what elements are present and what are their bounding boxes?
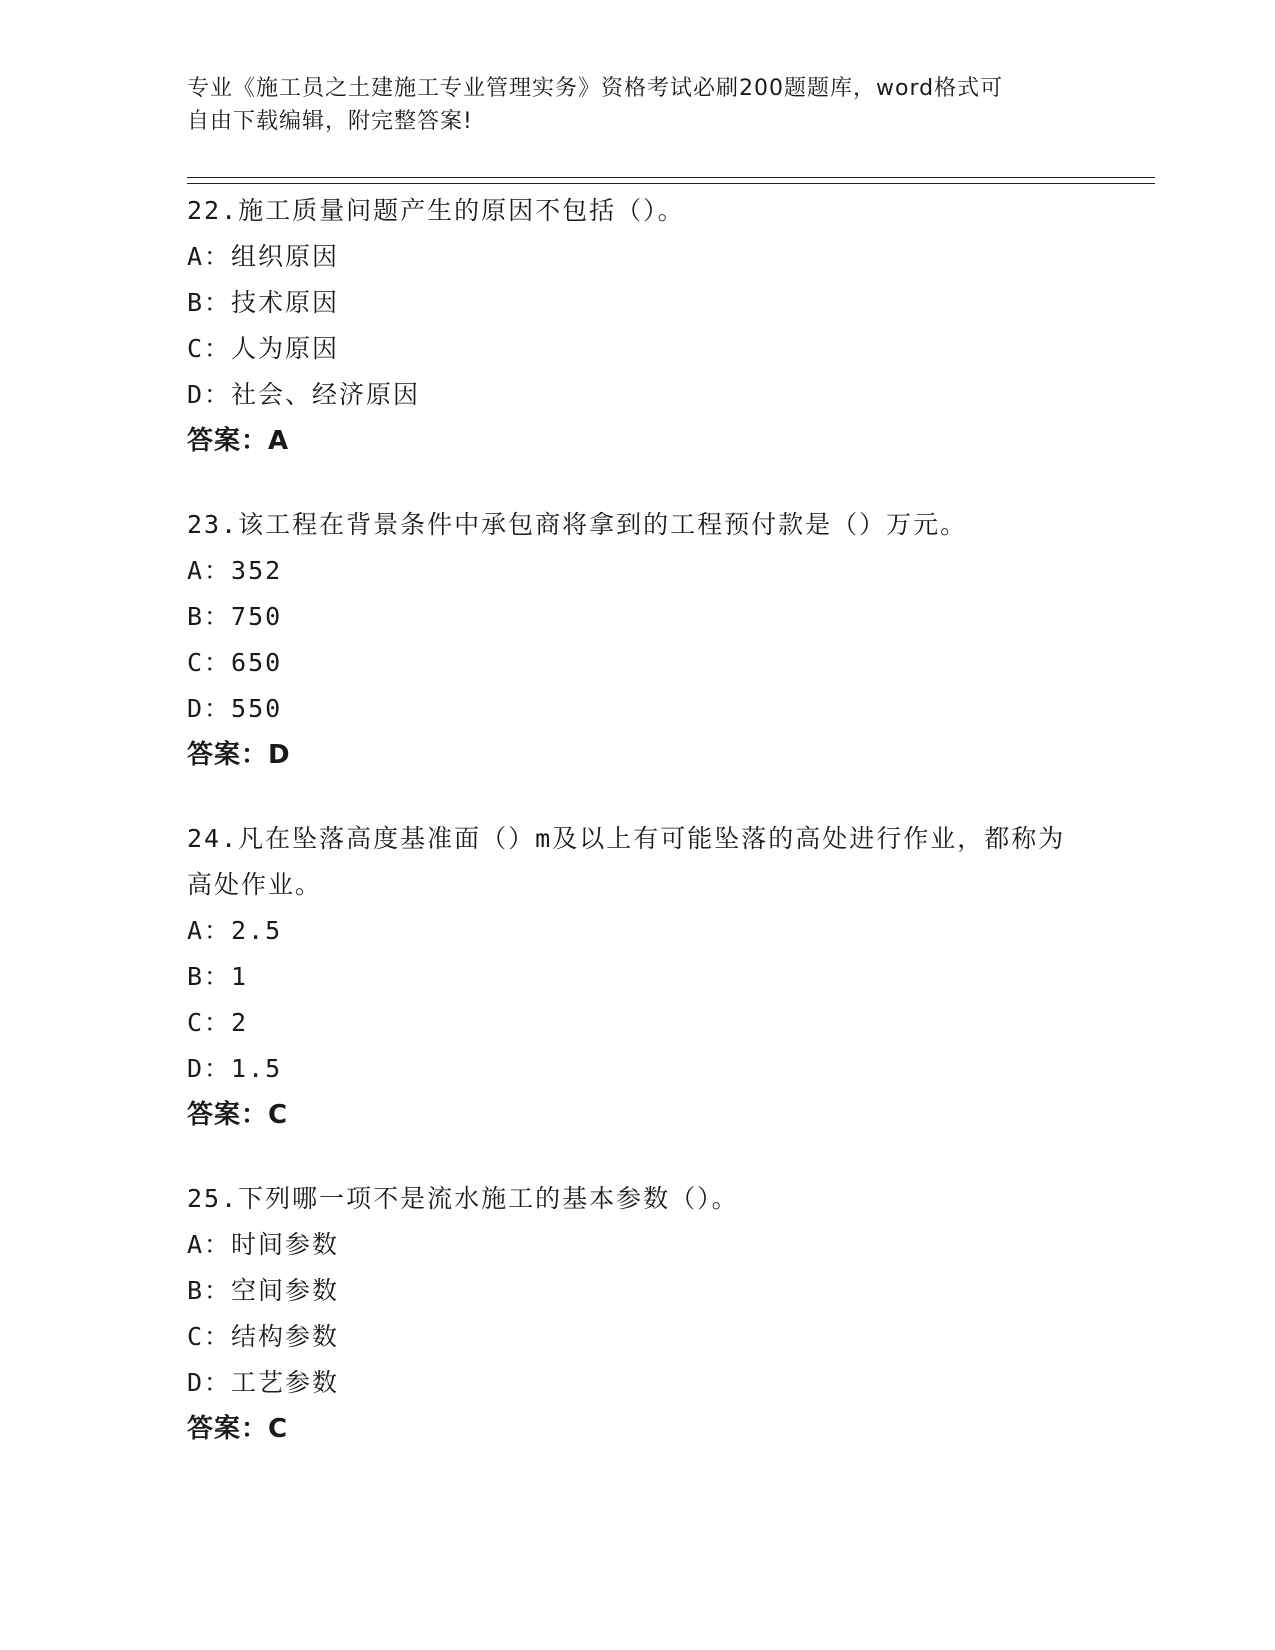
answer-line: 答案：C bbox=[187, 1100, 289, 1130]
question-stem: 25.下列哪一项不是流水施工的基本参数（）。 bbox=[187, 1184, 739, 1213]
option-c: C：结构参数 bbox=[187, 1322, 340, 1351]
document-header bbox=[187, 72, 1067, 138]
option-d: D：工艺参数 bbox=[187, 1368, 340, 1397]
option-d: D：550 bbox=[187, 694, 283, 723]
option-a: A：2.5 bbox=[187, 916, 283, 945]
question-25 bbox=[187, 1176, 1087, 1452]
header-divider-bottom bbox=[187, 183, 1155, 184]
option-d: D：1.5 bbox=[187, 1054, 283, 1083]
option-b: B：空间参数 bbox=[187, 1276, 340, 1305]
option-c: C：2 bbox=[187, 1008, 249, 1037]
option-a: A：组织原因 bbox=[187, 242, 340, 271]
option-c: C：人为原因 bbox=[187, 334, 340, 363]
answer-line: 答案：D bbox=[187, 740, 291, 770]
option-b: B：1 bbox=[187, 962, 249, 991]
question-stem: 23.该工程在背景条件中承包商将拿到的工程预付款是（）万元。 bbox=[187, 510, 968, 539]
option-b: B：750 bbox=[187, 602, 283, 631]
option-a: A：时间参数 bbox=[187, 1230, 340, 1259]
option-a: A：352 bbox=[187, 556, 283, 585]
answer-line: 答案：A bbox=[187, 426, 290, 456]
question-list bbox=[187, 188, 1087, 1490]
question-24 bbox=[187, 816, 1087, 1138]
answer-line: 答案：C bbox=[187, 1414, 289, 1444]
header-line-1: 专业《施工员之土建施工专业管理实务》资格考试必刷200题题库，word格式可 bbox=[187, 76, 1004, 101]
header-divider-top bbox=[187, 177, 1155, 178]
question-23 bbox=[187, 502, 1087, 778]
option-c: C：650 bbox=[187, 648, 283, 677]
question-stem: 24.凡在坠落高度基准面（）m及以上有可能坠落的高处进行作业，都称为高处作业。 bbox=[187, 824, 1066, 899]
option-d: D：社会、经济原因 bbox=[187, 380, 421, 409]
header-line-2: 自由下载编辑，附完整答案! bbox=[187, 109, 473, 134]
question-stem: 22.施工质量问题产生的原因不包括（）。 bbox=[187, 196, 685, 225]
option-b: B：技术原因 bbox=[187, 288, 340, 317]
question-22 bbox=[187, 188, 1087, 464]
